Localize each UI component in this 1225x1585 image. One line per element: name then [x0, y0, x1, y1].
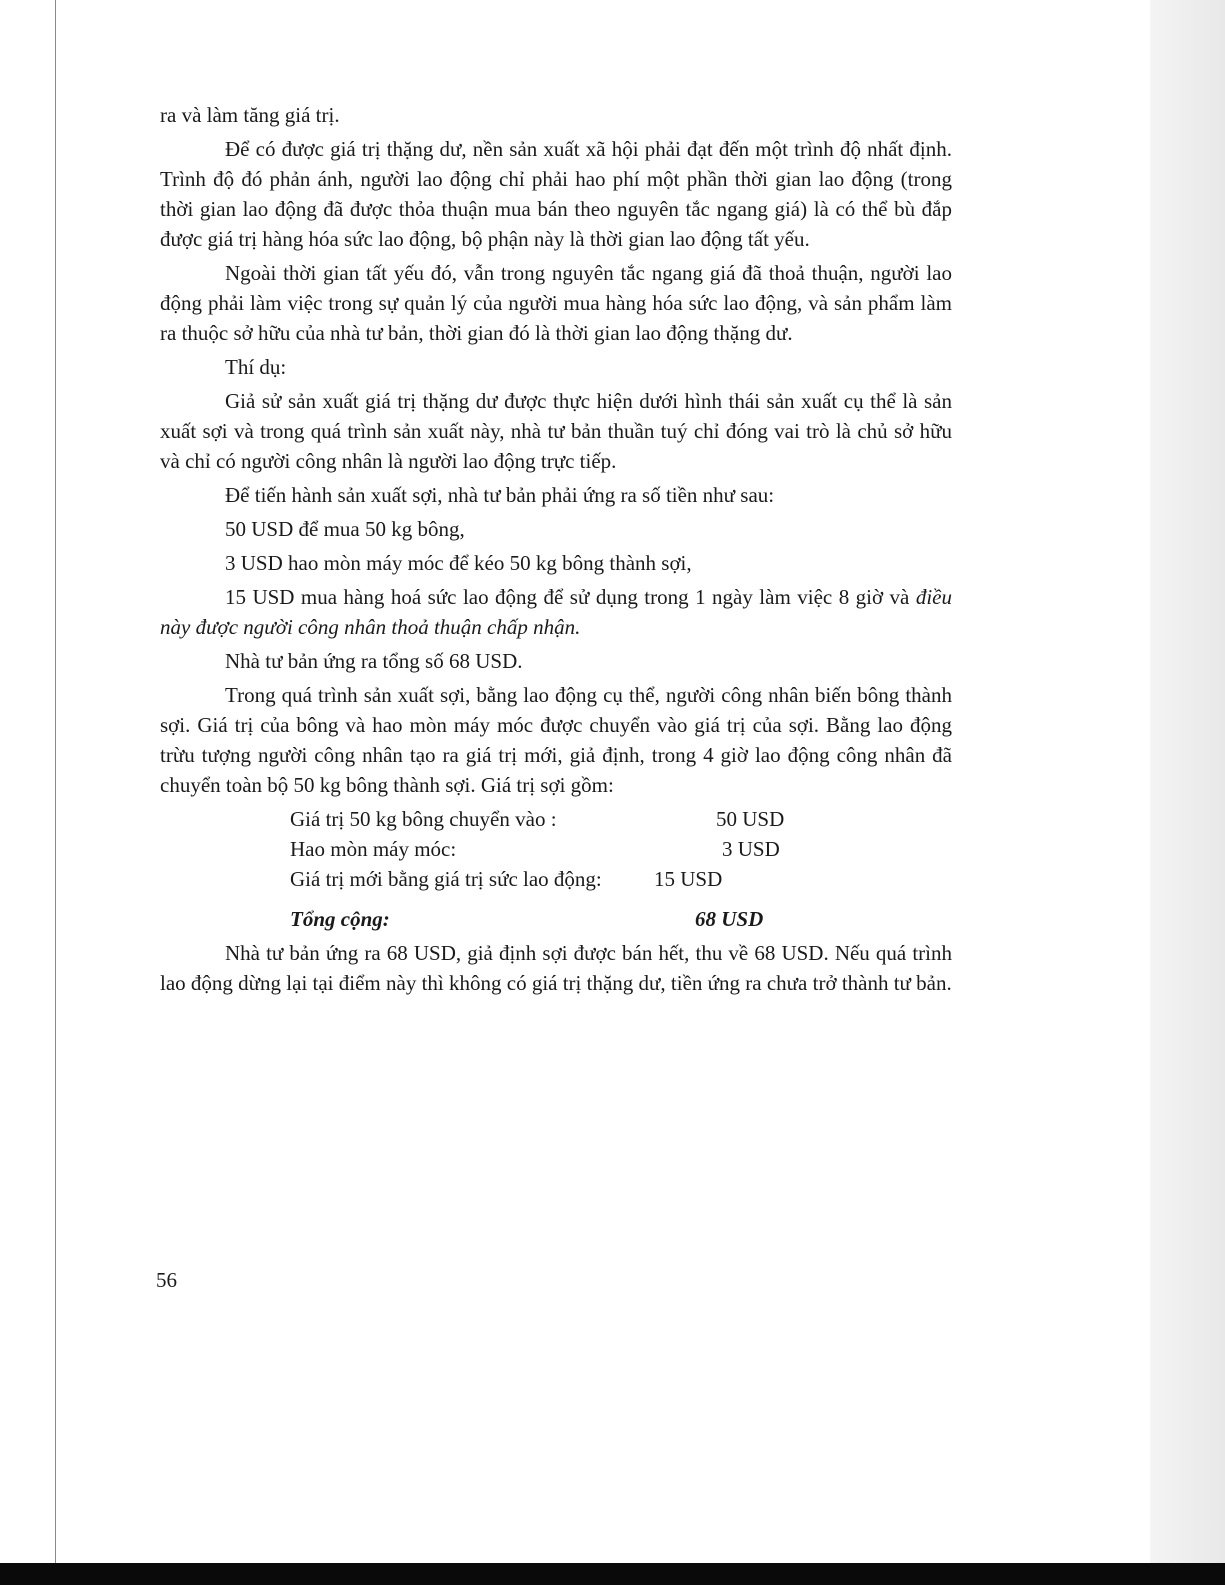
cost-labor-text: 15 USD mua hàng hoá sức lao động để sử dụng trong 1 ngày làm việc 8 giờ và: [225, 585, 916, 609]
cost-machinery: 3 USD hao mòn máy móc để kéo 50 kg bông thành sợi,: [225, 551, 692, 575]
page-right-edge: [1150, 0, 1225, 1585]
cost-labor-italic: điều này được người công nhân thoả thuận chấp nhận.: [160, 585, 952, 639]
breakdown-value: 15 USD: [654, 867, 723, 891]
breakdown-label: Giá trị 50 kg bông chuyển vào :: [290, 807, 557, 831]
cost-cotton: 50 USD để mua 50 kg bông,: [225, 517, 465, 541]
breakdown-row: [160, 864, 952, 894]
page-body: [160, 100, 952, 1002]
total-row: [160, 904, 952, 934]
page-number: 56: [156, 1268, 177, 1292]
total-label: Tổng cộng:: [290, 907, 390, 931]
breakdown-value: 3 USD: [722, 837, 780, 861]
paragraph-surplus-condition: Để có được giá trị thặng dư, nền sản xuất xã hội phải đạt đến một trình độ nhất định. Trình độ đó phản ánh, người lao động chỉ phải hao phí một phần thời gian lao động (trong thời gian lao động đã được thỏa thuận mua bán theo nguyên tắc ngang giá) là có thể bù đắp được giá trị hàng hóa sức lao động, bộ phận này là thời gian lao động tất yếu.: [160, 137, 952, 251]
breakdown-row: [160, 804, 952, 834]
breakdown-label: Hao mòn máy móc:: [290, 837, 457, 861]
paragraph-advance-intro: Để tiến hành sản xuất sợi, nhà tư bản phải ứng ra số tiền như sau:: [225, 483, 775, 507]
page-left-edge: [55, 0, 56, 1585]
paragraph-intro: ra và làm tăng giá trị.: [160, 103, 340, 127]
paragraph-example-heading: Thí dụ:: [225, 355, 287, 379]
breakdown-label: Giá trị mới bằng giá trị sức lao động:: [290, 867, 602, 891]
paragraph-production-process: Trong quá trình sản xuất sợi, bằng lao động cụ thể, người công nhân biến bông thành sợi. Giá trị của bông và hao mòn máy móc được chuyển vào giá trị của sợi. Bằng lao động trừu tượng người công nhân tạo ra giá trị mới, giả định, trong 4 giờ lao động công nhân đã chuyển toàn bộ 50 kg bông thành sợi. Giá trị sợi gồm:: [160, 683, 952, 797]
total-advance: Nhà tư bản ứng ra tổng số 68 USD.: [225, 649, 523, 673]
scan-bottom-border: [0, 1563, 1225, 1585]
breakdown-row: [160, 834, 952, 864]
cost-labor: [160, 582, 952, 642]
paragraph-surplus-time: Ngoài thời gian tất yếu đó, vẫn trong nguyên tắc ngang giá đã thoả thuận, người lao động phải làm việc trong sự quản lý của người mua hàng hóa sức lao động, và sản phẩm làm ra thuộc sở hữu của nhà tư bản, thời gian đó là thời gian lao động thặng dư.: [160, 261, 952, 345]
breakdown-value: 50 USD: [716, 807, 785, 831]
total-value: 68 USD: [695, 907, 764, 931]
paragraph-example: Giả sử sản xuất giá trị thặng dư được thực hiện dưới hình thái sản xuất cụ thể là sản xuất sợi và trong quá trình sản xuất này, nhà tư bản thuần tuý chỉ đóng vai trò là chủ sở hữu và chỉ có người công nhân là người lao động trực tiếp.: [160, 389, 952, 473]
paragraph-closing: Nhà tư bản ứng ra 68 USD, giả định sợi được bán hết, thu về 68 USD. Nếu quá trình lao động dừng lại tại điểm này thì không có giá trị thặng dư, tiền ứng ra chưa trở thành tư bản.: [160, 941, 952, 995]
